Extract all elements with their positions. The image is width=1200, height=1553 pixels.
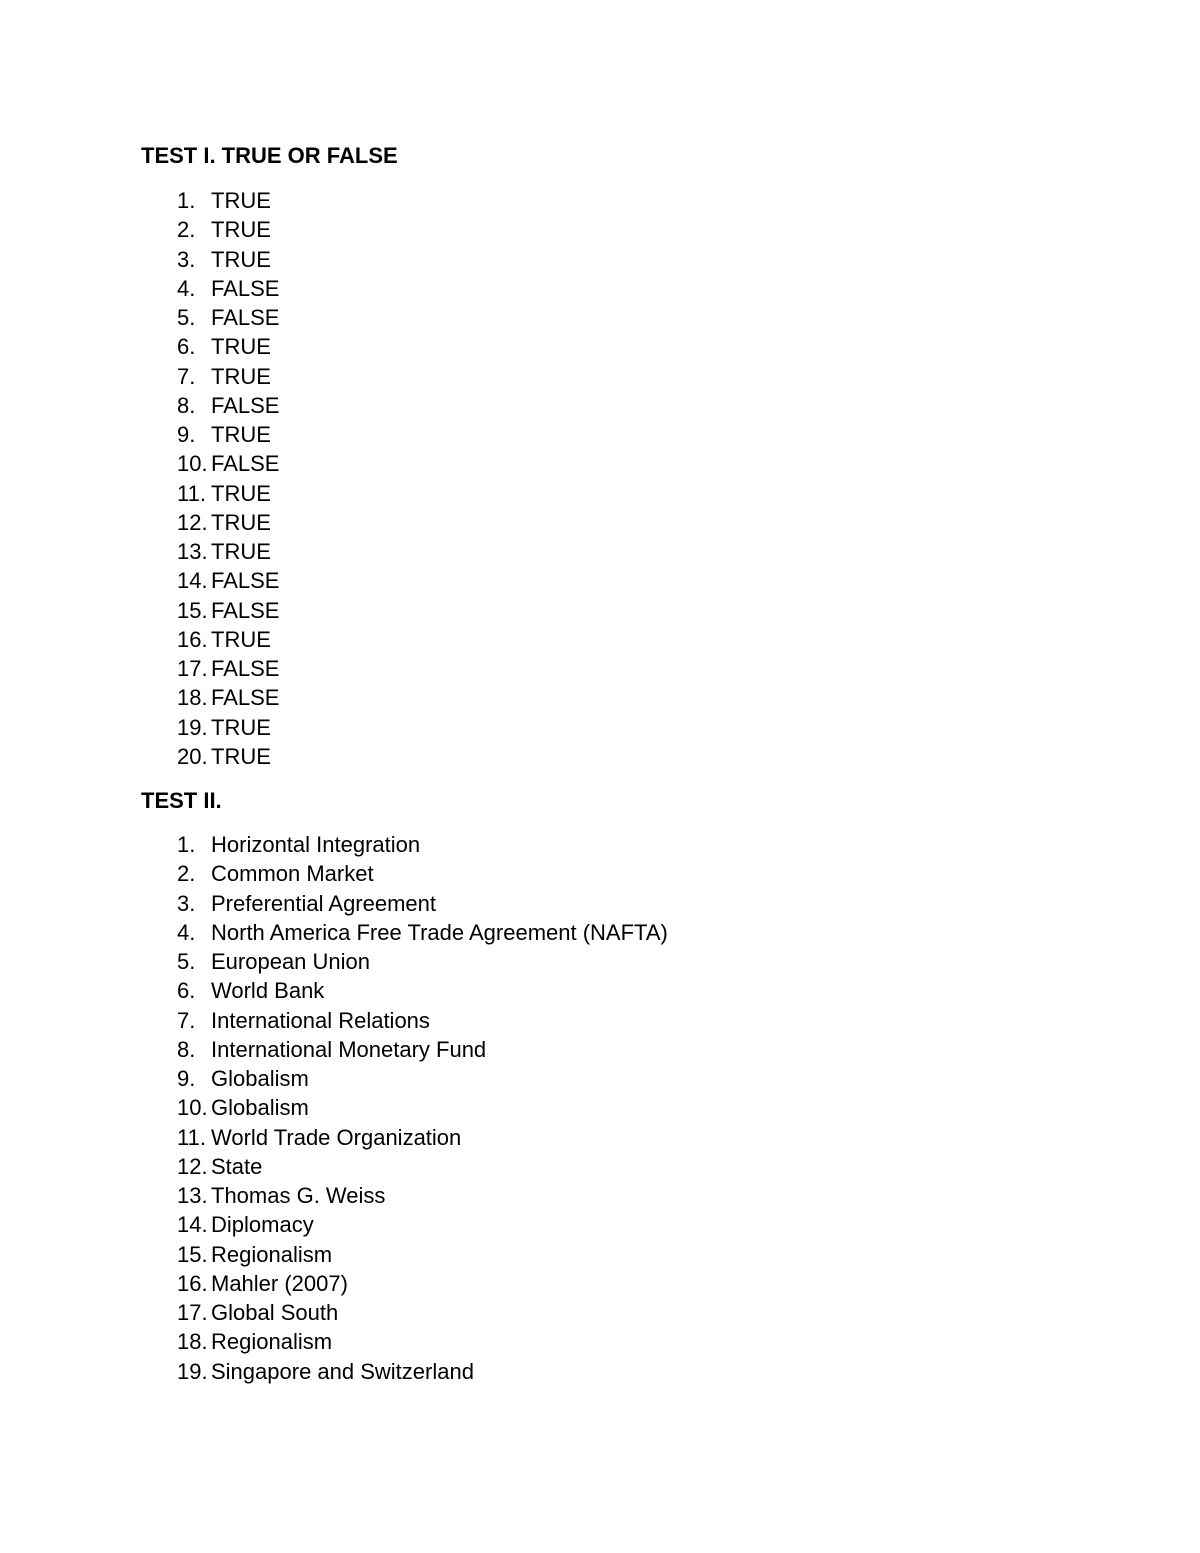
item-number: 18. <box>177 685 208 711</box>
item-number: 5. <box>177 949 196 974</box>
item-answer: TRUE <box>211 363 271 389</box>
item-answer: Globalism <box>211 1095 309 1121</box>
item-number: 12. <box>177 509 208 535</box>
item-number: 12. <box>177 1153 208 1179</box>
item-answer: TRUE <box>211 626 271 652</box>
item-answer: FALSE <box>211 685 280 711</box>
item-number: 16. <box>177 626 208 652</box>
item-number: 11. <box>177 480 206 506</box>
item-number: 13. <box>177 1183 208 1208</box>
item-answer: FALSE <box>211 305 280 330</box>
item-number: 9. <box>177 422 196 447</box>
item-number: 15. <box>177 1241 208 1267</box>
item-number: 6. <box>177 978 196 1004</box>
item-answer: Regionalism <box>211 1241 333 1267</box>
item-answer: Common Market <box>211 861 374 887</box>
item-answer: FALSE <box>211 392 280 418</box>
item-answer: FALSE <box>211 597 280 623</box>
item-answer: TRUE <box>211 246 271 272</box>
item-answer: Singapore and Switzerland <box>211 1358 474 1384</box>
item-number: 4. <box>177 919 196 945</box>
item-answer: FALSE <box>211 656 280 681</box>
item-number: 20. <box>177 743 208 769</box>
item-answer: Global South <box>211 1300 339 1325</box>
item-number: 3. <box>177 246 196 272</box>
item-number: 13. <box>177 539 208 564</box>
item-number: 19. <box>177 1358 208 1384</box>
item-number: 11. <box>177 1124 206 1150</box>
item-answer: North America Free Trade Agreement (NAFTA) <box>211 919 668 945</box>
item-number: 8. <box>177 1036 196 1062</box>
item-answer: FALSE <box>211 568 280 594</box>
item-answer: Diplomacy <box>211 1212 314 1238</box>
test1-title: TEST I. TRUE OR FALSE <box>141 143 398 168</box>
item-answer: TRUE <box>211 714 271 740</box>
item-number: 14. <box>177 568 208 594</box>
item-answer: TRUE <box>211 334 271 360</box>
item-answer: Regionalism <box>211 1329 333 1355</box>
test2-title: TEST II. <box>141 788 222 813</box>
item-number: 15. <box>177 597 208 623</box>
item-number: 7. <box>177 1007 196 1033</box>
item-number: 10. <box>177 1095 208 1121</box>
item-number: 9. <box>177 1066 196 1091</box>
item-number: 14. <box>177 1212 208 1238</box>
item-answer: TRUE <box>211 217 271 243</box>
item-answer: TRUE <box>211 422 271 447</box>
item-answer: International Relations <box>211 1007 430 1033</box>
item-answer: TRUE <box>211 480 271 506</box>
item-number: 2. <box>177 861 196 887</box>
item-answer: Preferential Agreement <box>211 890 437 916</box>
item-number: 17. <box>177 656 208 681</box>
item-number: 10. <box>177 451 208 477</box>
item-number: 18. <box>177 1329 208 1355</box>
item-number: 1. <box>177 188 196 213</box>
item-answer: FALSE <box>211 275 280 301</box>
item-answer: FALSE <box>211 451 280 477</box>
item-answer: State <box>211 1153 263 1179</box>
item-number: 3. <box>177 890 196 916</box>
item-number: 5. <box>177 305 196 330</box>
item-answer: Mahler (2007) <box>211 1270 348 1296</box>
item-number: 8. <box>177 392 196 418</box>
item-answer: International Monetary Fund <box>211 1036 487 1062</box>
item-answer: TRUE <box>211 743 271 769</box>
item-number: 16. <box>177 1270 208 1296</box>
item-number: 17. <box>177 1300 208 1325</box>
item-answer: Thomas G. Weiss <box>211 1183 386 1208</box>
item-number: 1. <box>177 832 196 857</box>
item-answer: World Trade Organization <box>211 1124 462 1150</box>
item-answer: TRUE <box>211 539 271 564</box>
item-answer: TRUE <box>211 188 271 213</box>
item-number: 6. <box>177 334 196 360</box>
item-number: 7. <box>177 363 196 389</box>
item-number: 4. <box>177 275 196 301</box>
item-answer: TRUE <box>211 509 271 535</box>
item-number: 2. <box>177 217 196 243</box>
item-answer: European Union <box>211 949 371 974</box>
item-number: 19. <box>177 714 208 740</box>
item-answer: Globalism <box>211 1066 309 1091</box>
item-answer: World Bank <box>211 978 325 1004</box>
item-answer: Horizontal Integration <box>211 832 421 857</box>
